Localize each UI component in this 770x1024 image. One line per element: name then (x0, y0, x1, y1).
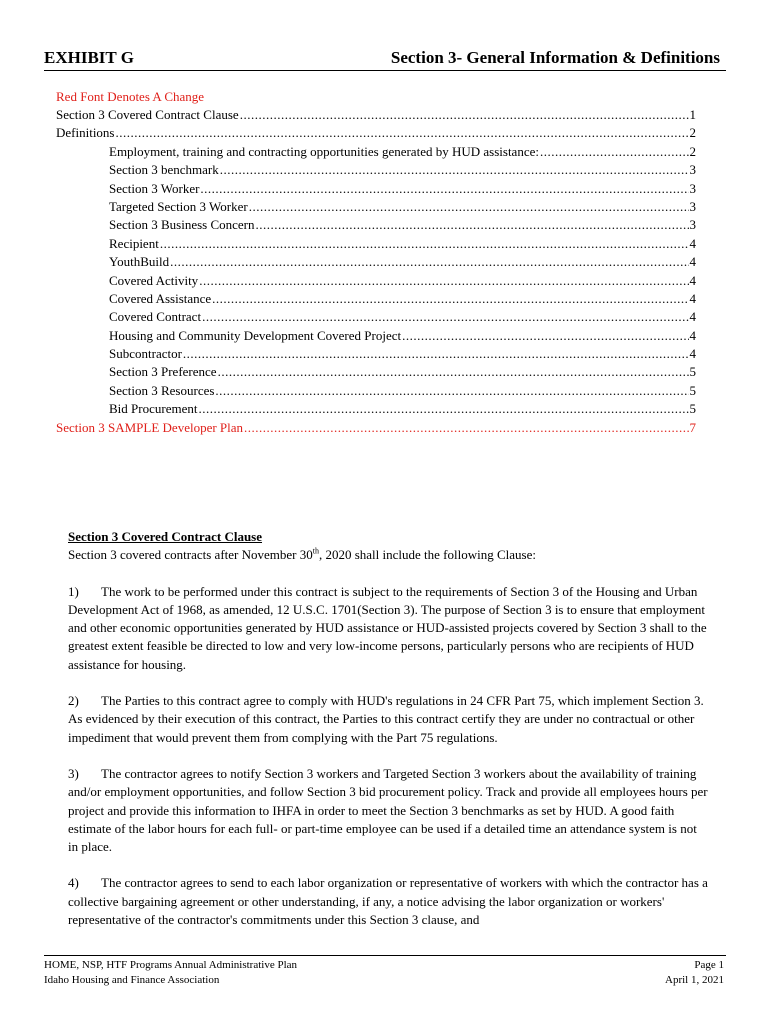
toc-entry-page: 4 (689, 235, 696, 251)
toc-entry[interactable] (56, 327, 696, 345)
toc-entry[interactable] (56, 400, 696, 418)
toc-entry-page: 5 (689, 401, 696, 417)
toc-entry[interactable] (56, 253, 696, 271)
toc-entry-title: Section 3 Preference (109, 364, 217, 380)
footer-left (44, 958, 297, 988)
toc-entry[interactable] (56, 216, 696, 234)
toc-leader-dots (540, 143, 689, 161)
toc-entry-title: Bid Procurement (109, 401, 198, 417)
toc-entry-title: Definitions (56, 125, 115, 141)
toc-entry[interactable] (56, 180, 696, 198)
footer-page-number: Page 1 (694, 959, 724, 971)
toc-leader-dots (198, 400, 688, 418)
toc-leader-dots (202, 308, 688, 326)
toc-entry-page: 2 (689, 143, 696, 159)
toc-entry-page: 4 (689, 272, 696, 288)
toc-leader-dots (200, 180, 688, 198)
toc-entry[interactable] (56, 290, 696, 308)
paragraph-number: 3) (68, 765, 79, 781)
toc-entry-title: Section 3 Covered Contract Clause (56, 107, 239, 122)
toc-entry[interactable] (56, 345, 696, 363)
toc-entry[interactable] (56, 419, 696, 437)
paragraph-text: The Parties to this contract agree to comply with HUD's regulations in 24 CFR Part 75, which implement Section 3. As evidenced by their execution of this contract, the Parties to this contract certify they are under no contractual or other impediment that would prevent them from complying with the Part 75 regulations. (68, 693, 704, 745)
toc-leader-dots (212, 290, 688, 308)
toc-entry-page: 4 (689, 309, 696, 325)
toc-leader-dots (116, 124, 689, 142)
toc-leader-dots (160, 235, 689, 253)
toc-entry[interactable] (56, 272, 696, 290)
toc-entry-page: 2 (689, 125, 696, 141)
toc-leader-dots (218, 363, 689, 381)
toc-entry-title: Covered Activity (109, 272, 199, 288)
clause-body (68, 528, 708, 929)
toc-leader-dots (240, 106, 689, 124)
paragraph-text: The contractor agrees to send to each labor organization or representative of workers with which the contractor has a collective bargaining agreement or other understanding, if any, a notice advising the labor organization or workers' representative of the contractor's commitments under this Section 3 clause, and (68, 875, 708, 928)
intro-sup: th (312, 546, 319, 556)
toc-entry-page: 4 (689, 254, 696, 270)
paragraph-text: The work to be performed under this contract is subject to the requirements of Section 3 of the Housing and Urban Development Act of 1968, as amended, 12 U.S.C. 1701(Section 3). The purpose of Section 3 is to ensure that employment and other economic opportunities generated by HUD assistance or HUD-assisted projects covered by Section 3 shall to the greatest extent feasible be directed to low and very low-income persons, particularly persons who are recipients of HUD assistance for housing. (68, 583, 707, 672)
section-title: Section 3- General Information & Definitions (390, 48, 720, 67)
toc-entry-title: Section 3 Resources (109, 382, 215, 398)
toc-leader-dots (199, 272, 688, 290)
toc-entry-page: 3 (689, 217, 696, 233)
intro-text: Section 3 covered contracts after November 30 (68, 547, 313, 563)
toc-leader-dots (170, 253, 688, 271)
footer-right (665, 958, 724, 988)
page-header (44, 48, 726, 71)
toc-entry-title: Housing and Community Development Covered Project (109, 327, 402, 343)
toc-entry-page: 4 (689, 346, 696, 362)
toc-entry-title: Recipient (109, 235, 159, 251)
exhibit-label: EXHIBIT G (44, 48, 134, 67)
toc-leader-dots (402, 327, 688, 345)
toc-entry[interactable] (56, 382, 696, 400)
toc-entry-title: Subcontractor (109, 346, 182, 362)
toc-entry[interactable] (56, 363, 696, 381)
toc-leader-dots (249, 198, 689, 216)
toc-entry[interactable] (56, 235, 696, 253)
page-footer (44, 955, 726, 986)
paragraph-number: 2) (68, 693, 79, 709)
clause-paragraph (68, 765, 708, 856)
toc-entry[interactable] (56, 161, 696, 179)
clause-heading: Section 3 Covered Contract Clause (68, 529, 263, 544)
toc-entry-title: Section 3 Business Concern (109, 217, 255, 233)
table-of-contents (56, 88, 696, 437)
clause-paragraph (68, 692, 708, 747)
clause-paragraph (68, 874, 708, 929)
toc-entry[interactable] (56, 106, 696, 124)
toc-entry-title: Section 3 Worker (109, 180, 200, 196)
toc-entry[interactable] (56, 124, 696, 142)
footer-plan-title: HOME, NSP, HTF Programs Annual Administrative Plan (44, 959, 298, 971)
paragraph-text: The contractor agrees to notify Section 3 workers and Targeted Section 3 workers about the availability of training and/or employment opportunities, and follow Section 3 bid procurement policy. Track and provide all employees hours per project and provide this information to IHFA in order to meet the Section 3 benchmarks as set by HUD. A good faith estimate of the labor hours for each full- or part-time employee can be used if a detailed time an attendance system is not in place. (68, 765, 708, 855)
toc-entry-title: Covered Contract (109, 309, 202, 325)
toc-leader-dots (244, 419, 688, 437)
toc-entry-title: Targeted Section 3 Worker (109, 198, 248, 214)
toc-entry[interactable] (56, 143, 696, 161)
toc-entry-page: 7 (689, 419, 696, 435)
toc-entry-page: 4 (689, 290, 696, 306)
toc-list (56, 106, 696, 437)
toc-entry[interactable] (56, 198, 696, 216)
toc-entry-title: Section 3 SAMPLE Developer Plan (56, 419, 244, 435)
clause-intro (68, 546, 708, 564)
intro-text-end: , 2020 shall include the following Clause: (318, 547, 536, 563)
footer-date: April 1, 2021 (665, 974, 724, 986)
toc-leader-dots (220, 161, 689, 179)
change-note: Red Font Denotes A Change (56, 89, 205, 104)
toc-entry-page: 1 (689, 107, 696, 122)
paragraph-number: 1) (68, 583, 79, 599)
toc-entry-title: Employment, training and contracting opportunities generated by HUD assistance: (109, 143, 539, 159)
toc-entry-page: 5 (689, 364, 696, 380)
toc-entry-page: 3 (689, 198, 696, 214)
toc-leader-dots (215, 382, 688, 400)
toc-entry-page: 3 (689, 180, 696, 196)
toc-entry-page: 5 (689, 382, 696, 398)
toc-entry-title: Covered Assistance (109, 290, 212, 306)
paragraph-number: 4) (68, 875, 79, 891)
toc-entry-title: Section 3 benchmark (109, 162, 219, 178)
toc-entry-page: 3 (689, 162, 696, 178)
toc-entry[interactable] (56, 308, 696, 326)
toc-leader-dots (256, 216, 689, 234)
toc-leader-dots (183, 345, 689, 363)
toc-entry-page: 4 (689, 327, 696, 343)
clause-paragraph (68, 583, 708, 674)
toc-entry-title: YouthBuild (109, 254, 170, 270)
footer-org: Idaho Housing and Finance Association (44, 974, 220, 986)
clause-paragraphs (68, 583, 708, 930)
